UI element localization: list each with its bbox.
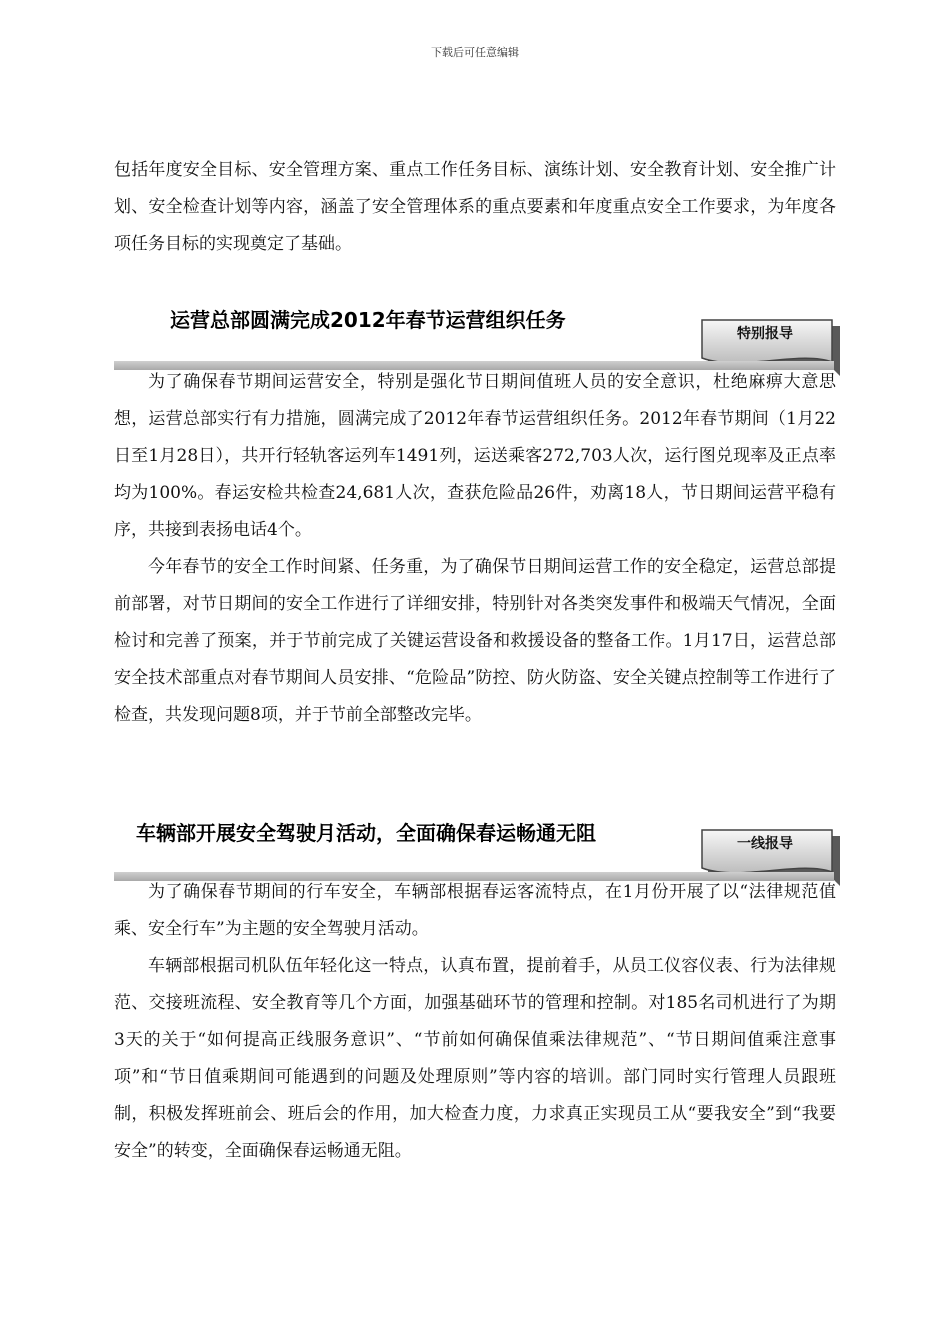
article1-paragraph-2: 今年春节的安全工作时间紧、任务重，为了确保节日期间运营工作的安全稳定，运营总部提前部署，对节日期间的安全工作进行了详细安排，特别针对各类突发事件和极端天气情况，全面检讨和完善了预案，并于节前完成了关键运营设备和救援设备的整备工作。1月17日，运营总部安全技术部重点对春节期间人员安排、“危险品”防控、防火防盗、安全关键点控制等工作进行了检查，共发现问题8项，并于节前全部整改完毕。 [114,557,836,725]
article1-paragraph-1: 为了确保春节期间运营安全，特别是强化节日期间值班人员的安全意识，杜绝麻痹大意思想，运营总部实行有力措施，圆满完成了2012年春节运营组织任务。2012年春节期间（1月22日至1月28日），共开行轻轨客运列车1491列，运送乘客272,703人次，运行图兑现率及正点率均为100%。春运安检共检查24,681人次，查获危险品26件，劝离18人，节日期间运营平稳有序，共接到表扬电话4个。 [114,372,836,540]
article2-paragraph-1: 为了确保春节期间的行车安全，车辆部根据春运客流特点，在1月份开展了以“法律规范值乘、安全行车”为主题的安全驾驶月活动。 [114,882,836,939]
page-header-note: 下载后可任意编辑 [431,46,519,59]
article1-tag-label: 特别报导 [737,326,793,342]
article1-headline: 运营总部圆满完成2012年春节运营组织任务 [170,308,566,332]
article2-headline: 车辆部开展安全驾驶月活动，全面确保春运畅通无阻 [136,821,596,845]
article2-tag-label: 一线报导 [737,836,793,852]
intro-paragraph: 包括年度安全目标、安全管理方案、重点工作任务目标、演练计划、安全教育计划、安全推广计划、安全检查计划等内容，涵盖了安全管理体系的重点要素和年度重点安全工作要求，为年度各项任务目标的实现奠定了基础。 [114,160,836,254]
article2-paragraph-2: 车辆部根据司机队伍年轻化这一特点，认真布置，提前着手，从员工仪容仪表、行为法律规范、交接班流程、安全教育等几个方面，加强基础环节的管理和控制。对185名司机进行了为期3天的关于“如何提高正线服务意识”、“节前如何确保值乘法律规范”、“节日期间值乘注意事项”和“节日值乘期间可能遇到的问题及处理原则”等内容的培训。部门同时实行管理人员跟班制，积极发挥班前会、班后会的作用，加大检查力度，力求真正实现员工从“要我安全”到“我要安全”的转变，全面确保春运畅通无阻。 [114,956,836,1161]
